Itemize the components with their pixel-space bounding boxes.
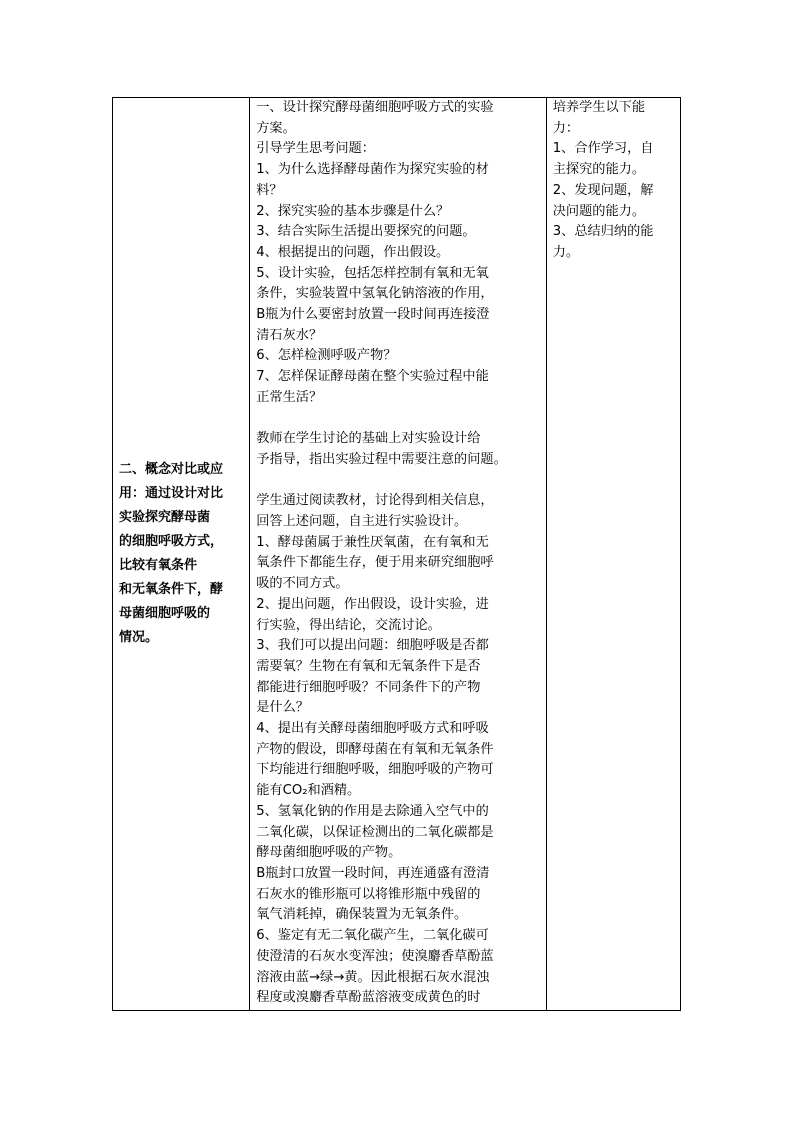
activity-line: 氧条件下都能生存，便于用来研究细胞呼 <box>256 555 494 571</box>
goal-line: 力。 <box>552 244 580 260</box>
activity-paragraph <box>256 864 543 926</box>
activity-paragraph <box>256 595 543 636</box>
goal-text <box>547 98 680 264</box>
activity-line: 5、氢氧化钠的作用是去除通入空气中的 <box>256 803 489 819</box>
goal-cell <box>546 98 680 1011</box>
activity-line: 都能进行细胞呼吸？不同条件下的产物 <box>256 679 481 695</box>
activity-paragraph <box>256 926 543 1009</box>
activity-paragraph <box>256 160 543 201</box>
activity-paragraph <box>256 802 543 864</box>
activity-line: 教师在学生讨论的基础上对实验设计给 <box>256 431 481 447</box>
activity-line: 需要氧？生物在有氧和无氧条件下是否 <box>256 658 481 674</box>
goal-line: 主探究的能力。 <box>552 162 646 178</box>
activity-line: 方案。 <box>256 120 296 136</box>
activity-line: 料？ <box>256 182 283 198</box>
activity-line: 学生通过阅读教材，讨论得到相关信息， <box>256 493 494 509</box>
activity-line: 予指导，指出实验过程中需要注意的问题。 <box>256 451 507 467</box>
activity-line: 引导学生思考问题： <box>256 141 375 157</box>
stage-text <box>113 458 249 650</box>
activity-line: 6、怎样检测呼吸产物？ <box>256 348 397 364</box>
activity-text <box>250 98 546 1009</box>
activity-line: 4、根据提出的问题，作出假设。 <box>256 244 450 260</box>
activity-line: 2、提出问题，作出假设，设计实验，进 <box>256 596 489 612</box>
activity-cell <box>250 98 547 1011</box>
activity-line: 7、怎样保证酵母菌在整个实验过程中能 <box>256 369 489 385</box>
activity-line: 程度或溴麝香草酚蓝溶液变成黄色的时 <box>256 990 481 1006</box>
activity-paragraph <box>256 533 543 595</box>
table-row <box>113 98 681 1011</box>
activity-paragraph <box>256 471 543 492</box>
activity-line: 溶液由蓝→绿→黄。因此根据石灰水混浊 <box>256 969 490 985</box>
activity-line: 6、鉴定有无二氧化碳产生，二氧化碳可 <box>256 928 489 944</box>
stage-line: 情况。 <box>119 630 159 645</box>
activity-paragraph <box>256 139 543 160</box>
activity-paragraph <box>256 719 543 802</box>
activity-paragraph <box>256 98 543 139</box>
activity-paragraph <box>256 202 543 223</box>
goal-line: 2、发现问题，解 <box>552 182 654 198</box>
activity-line: 使澄清的石灰水变浑浊；使溴麝香草酚蓝 <box>256 948 494 964</box>
goal-line: 力： <box>552 120 580 136</box>
goal-line: 3、总结归纳的能 <box>552 224 654 240</box>
stage-line: 二、概念对比或应 <box>119 462 224 477</box>
activity-paragraph <box>256 636 543 719</box>
activity-line: 是什么？ <box>256 700 309 716</box>
stage-cell <box>113 98 250 1011</box>
activity-paragraph <box>256 409 543 430</box>
goal-line: 1、合作学习，自 <box>552 141 654 157</box>
stage-line: 比较有氧条件 <box>119 558 198 573</box>
activity-line: 3、结合实际生活提出要探究的问题。 <box>256 224 476 240</box>
activity-line: 1、酵母菌属于兼性厌氧菌，在有氧和无 <box>256 534 489 550</box>
blank-line <box>256 409 543 430</box>
activity-line: B瓶封口放置一段时间，再连通盛有澄清 <box>256 865 490 881</box>
activity-line: 3、我们可以提出问题：细胞呼吸是否都 <box>256 638 489 654</box>
activity-line: 5、设计实验，包括怎样控制有氧和无氧 <box>256 265 489 281</box>
activity-paragraph <box>256 243 543 264</box>
stage-line: 母菌细胞呼吸的 <box>119 606 211 621</box>
activity-line: 吸的不同方式。 <box>256 576 349 592</box>
activity-line: 二氧化碳，以保证检测出的二氧化碳都是 <box>256 824 494 840</box>
activity-line: 回答上述问题，自主进行实验设计。 <box>256 514 468 530</box>
activity-line: 一、设计探究酵母菌细胞呼吸方式的实验 <box>256 100 494 115</box>
activity-paragraph <box>256 264 543 347</box>
stage-line: 实验探究酵母菌 <box>119 510 211 525</box>
activity-line: 下均能进行细胞呼吸，细胞呼吸的产物可 <box>256 762 494 778</box>
activity-line: 酵母菌细胞呼吸的产物。 <box>256 845 402 861</box>
activity-line: 2、探究实验的基本步骤是什么？ <box>256 203 450 219</box>
activity-line: 条件，实验装置中氢氧化钠溶液的作用， <box>256 286 494 302</box>
lesson-plan-table <box>112 97 681 1011</box>
activity-line: 产物的假设，即酵母菌在有氧和无氧条件 <box>256 741 494 757</box>
activity-line: 能有CO₂和酒精。 <box>256 783 361 799</box>
activity-paragraph <box>256 429 543 470</box>
activity-line: 石灰水的锥形瓶可以将锥形瓶中残留的 <box>256 886 481 902</box>
activity-line: 氧气消耗掉，确保装置为无氧条件。 <box>256 907 468 923</box>
activity-line: 正常生活？ <box>256 389 323 405</box>
activity-line: 4、提出有关酵母菌细胞呼吸方式和呼吸 <box>256 721 489 737</box>
activity-paragraph <box>256 367 543 408</box>
activity-paragraph <box>256 491 543 532</box>
activity-line: 行实验，得出结论，交流讨论。 <box>256 617 441 633</box>
goal-line: 决问题的能力。 <box>552 203 646 219</box>
activity-paragraph <box>256 346 543 367</box>
activity-line: 1、为什么选择酵母菌作为探究实验的材 <box>256 162 489 178</box>
blank-line <box>256 471 543 492</box>
activity-line: B瓶为什么要密封放置一段时间再连接澄 <box>256 307 490 323</box>
activity-line: 清石灰水？ <box>256 327 323 343</box>
stage-line: 和无氧条件下，酵 <box>119 582 224 597</box>
activity-paragraph <box>256 222 543 243</box>
stage-line: 的细胞呼吸方式， <box>119 534 224 549</box>
goal-line: 培养学生以下能 <box>552 100 646 115</box>
stage-line: 用：通过设计对比 <box>119 486 224 501</box>
